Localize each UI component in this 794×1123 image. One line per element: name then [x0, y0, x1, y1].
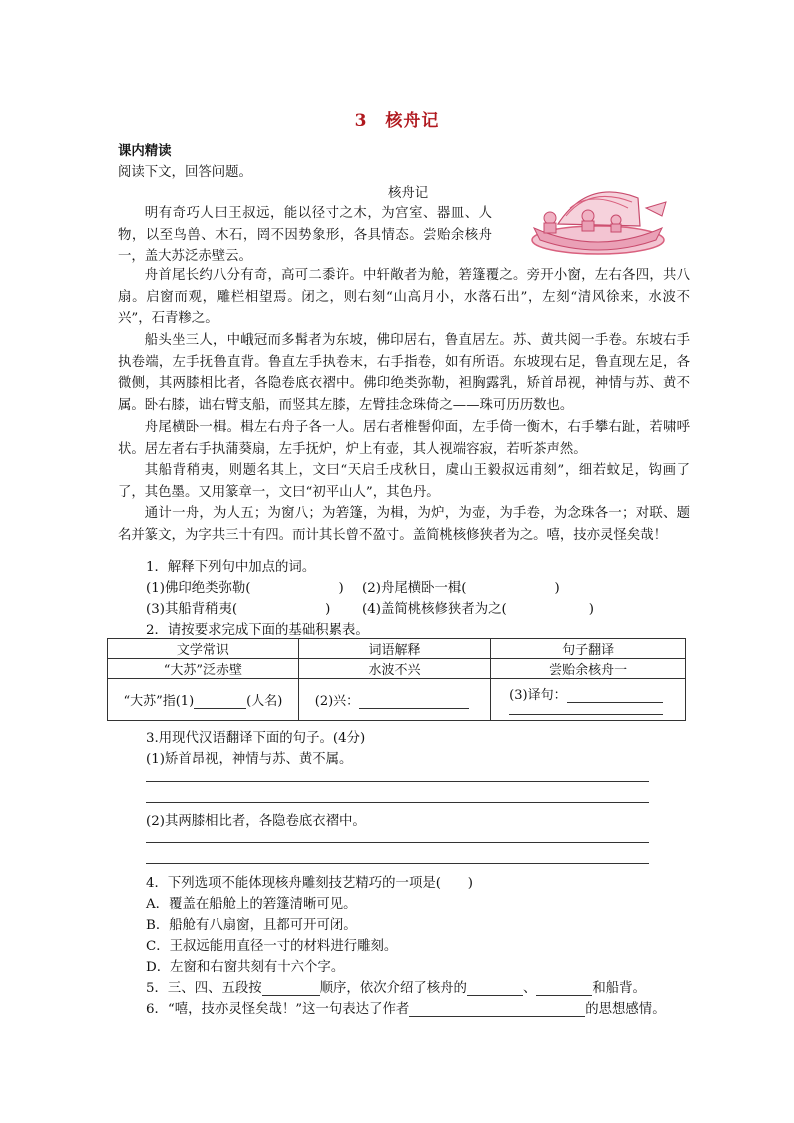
q1-item-3: (3)其船背稍夷( )	[146, 602, 331, 617]
answer-line[interactable]	[146, 842, 649, 843]
q3-sentence-2: (2)其两膝相比者，各隐卷底衣褶中。	[146, 814, 366, 829]
paragraph-2: 舟首尾长约八分有奇，高可二黍许。中轩敞者为舱，箬篷覆之。旁开小窗，左右各四，共八扇。启窗而观，雕栏相望焉。闭之，则右刻“山高月小，水落石出”，左刻“清风徐来，水波不兴”，石青糁之。	[118, 268, 690, 327]
page-title: 3 核舟记	[354, 111, 440, 131]
q4-option-d: D．左窗和右窗共刻有十六个字。	[146, 960, 345, 975]
paragraph-6: 通计一舟，为人五；为窗八；为箬篷，为楫，为炉，为壶，为手卷，为念珠各一；对联、题名并篆文，为字共三十有四。而计其长曾不盈寸。盖简桃核修狭者为之。嘻，技亦灵怪矣哉！	[118, 506, 690, 543]
q4-option-a: A．覆盖在船舱上的箬篷清晰可见。	[146, 897, 357, 912]
q1-stem: 1．解释下列句中加点的词。	[146, 560, 316, 575]
q3-stem: 3.用现代汉语翻译下面的句子。(4分)	[146, 731, 366, 746]
nutshell-boat-image	[528, 168, 668, 258]
q2-stem: 2．请按要求完成下面的基础积累表。	[146, 623, 369, 638]
paragraph-5: 其船背稍夷，则题名其上，文曰“天启壬戌秋日，虞山王毅叔远甫刻”，细若蚊足，钩画了了，其色墨。又用篆章一，文曰“初平山人”，其色丹。	[118, 463, 690, 500]
q3-sentence-1: (1)矫首昂视，神情与苏、黄不属。	[146, 752, 353, 767]
table-cell: 水波不兴	[298, 659, 490, 679]
q4-option-b: B．船舱有八扇窗，且都可开可闭。	[146, 918, 357, 933]
knowledge-table	[107, 638, 686, 721]
instruction: 阅读下文，回答问题。	[118, 165, 252, 180]
answer-line[interactable]	[146, 863, 649, 864]
answer-cell-2[interactable]: (2)兴：	[298, 679, 490, 721]
answer-cell-3[interactable]: (3)译句：	[491, 679, 686, 721]
table-header: 词语解释	[298, 639, 490, 659]
q4-option-c: C．王叔远能用直径一寸的材料进行雕刻。	[146, 939, 398, 954]
answer-cell-1[interactable]: “大苏”指(1) (人名)	[108, 679, 299, 721]
paragraph-1: 明有奇巧人曰王叔远，能以径寸之木，为宫室、器皿、人物，以至鸟兽、木石，罔不因势象形，各具情态。尝贻余核舟一，盖大苏泛赤壁云。	[118, 206, 492, 265]
answer-line[interactable]	[146, 802, 649, 803]
table-cell: 尝贻余核舟一	[491, 659, 686, 679]
q4-stem: 4．下列选项不能体现核舟雕刻技艺精巧的一项是( )	[146, 876, 473, 891]
table-header: 句子翻译	[491, 639, 686, 659]
paragraph-3: 船头坐三人，中峨冠而多髯者为东坡，佛印居右，鲁直居左。苏、黄共阅一手卷。东坡右手执卷端，左手抚鲁直背。鲁直左手执卷末，右手指卷，如有所语。东坡现右足，鲁直现左足，各微侧，其两膝相比者，各隐卷底衣褶中。佛印绝类弥勒，袒胸露乳，矫首昂视，神情与苏、黄不属。卧右膝，诎右臂支船，而竖其左膝，左臂挂念珠倚之——珠可历历数也。	[118, 333, 690, 413]
q1-item-2: (2)舟尾横卧一楫( )	[362, 581, 560, 596]
q1-item-1: (1)佛印绝类弥勒( )	[146, 581, 344, 596]
q1-item-4: (4)盖简桃核修狭者为之( )	[362, 602, 594, 617]
answer-line[interactable]	[146, 781, 649, 782]
q6: 6．“嘻，技亦灵怪矣哉！”这一句表达了作者 的思想感情。	[146, 1002, 666, 1017]
table-header: 文学常识	[108, 639, 299, 659]
q5: 5．三、四、五段按 顺序，依次介绍了核舟的 、 和船背。	[146, 981, 646, 996]
table-cell: “大苏”泛赤壁	[108, 659, 299, 679]
passage-title: 核舟记	[388, 186, 429, 201]
paragraph-4: 舟尾横卧一楫。楫左右舟子各一人。居右者椎髻仰面，左手倚一衡木，右手攀右趾，若啸呼状。居左者右手执蒲葵扇，左手抚炉，炉上有壶，其人视端容寂，若听茶声然。	[118, 420, 690, 457]
section-heading: 课内精读	[118, 143, 172, 159]
